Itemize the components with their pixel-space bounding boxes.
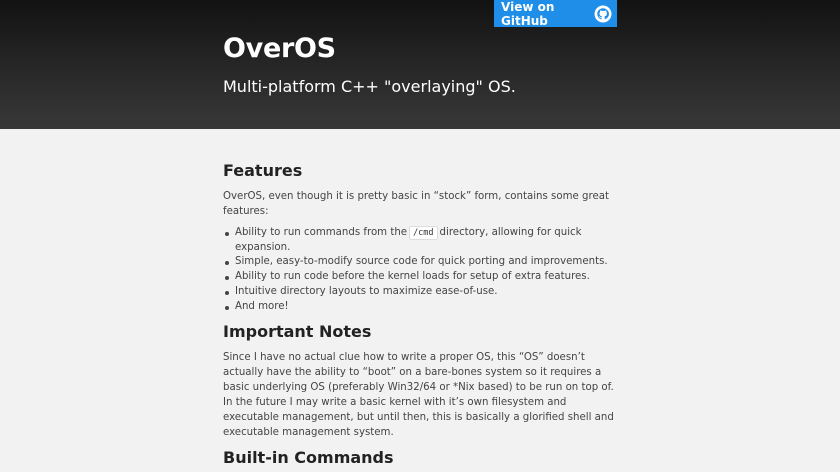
site-tagline: Multi-platform C++ "overlaying" OS. xyxy=(223,77,516,96)
cmd-directory-code: /cmd xyxy=(409,226,437,240)
features-intro: OverOS, even though it is pretty basic in “stock” form, contains some great features: xyxy=(223,191,609,217)
features-heading: Features xyxy=(223,161,303,180)
list-item-text: directory, allowing for quick expansion. xyxy=(235,227,582,253)
list-item xyxy=(235,226,618,255)
list-item: And more! xyxy=(235,300,618,315)
site-title: OverOS xyxy=(223,33,336,64)
built-in-commands-heading: Built-in Commands xyxy=(223,448,394,468)
important-notes-body: Since I have no actual clue how to write a proper OS, this “OS” doesn’t actually have the ability to “boot” on a bare-bones system so it requires a basic underlying OS (preferably Win32/64 or *Nix based) to be run on top of. In the future I may write a basic kernel with it’s own filesystem and executable management, but until then, this is basically a glorified shell and executable management system. xyxy=(223,352,614,439)
important-notes-heading: Important Notes xyxy=(223,322,372,342)
list-item: Ability to run code before the kernel loads for setup of extra features. xyxy=(235,270,618,285)
list-item: Simple, easy-to-modify source code for quick porting and improvements. xyxy=(235,255,618,270)
page-header xyxy=(0,0,840,129)
view-on-github-label: View on GitHub xyxy=(501,0,555,28)
list-item-text: Ability to run commands from the xyxy=(235,227,408,238)
main-content xyxy=(223,129,618,468)
view-on-github-button[interactable] xyxy=(494,0,617,27)
list-item: Intuitive directory layouts to maximize ease-of-use. xyxy=(235,285,618,300)
features-list xyxy=(223,226,618,314)
github-icon xyxy=(594,5,612,23)
